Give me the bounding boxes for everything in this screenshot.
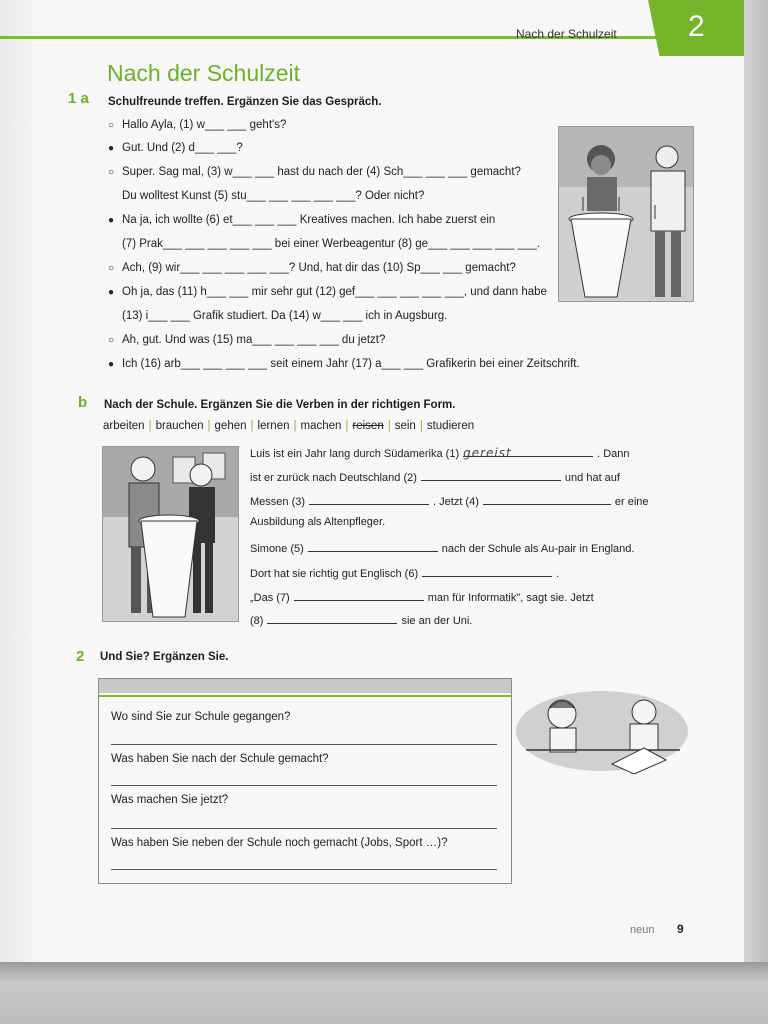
word-bank-separator: | <box>419 420 423 432</box>
dialogue-line <box>108 261 516 276</box>
dialogue-bullet: ● <box>108 287 115 298</box>
dialogue-text: (13) i___ ___ Grafik studiert. Da (14) w___ ___ ich in Augsburg. <box>122 310 448 322</box>
word-bank-item: studieren <box>426 420 475 432</box>
dialogue-bullet: ○ <box>108 167 115 178</box>
line-text: Ausbildung als Altenpfleger. <box>250 516 386 528</box>
word-bank-item: reisen <box>352 420 384 432</box>
word-bank-separator: | <box>345 420 349 432</box>
box-accent-line <box>99 695 511 697</box>
line-text: Luis ist ein Jahr lang durch Südamerika (1) <box>250 448 460 460</box>
handwritten-answer: gereist <box>463 446 512 460</box>
exercise-2-instruction: Und Sie? Ergänzen Sie. <box>100 651 229 663</box>
word-bank-separator: | <box>250 420 254 432</box>
word-bank-separator: | <box>387 420 391 432</box>
man-woman-party-illustration <box>102 446 239 622</box>
dialogue-line <box>108 333 385 348</box>
line-text: er eine <box>614 496 649 508</box>
dialogue-text: (7) Prak___ ___ ___ ___ ___ bei einer Werbeagentur (8) ge___ ___ ___ ___ ___. <box>122 238 540 250</box>
word-bank-item: arbeiten <box>103 420 145 432</box>
questions-box <box>98 678 512 884</box>
dialogue-text: Gut. Und (2) d___ ___? <box>122 142 243 154</box>
exercise-2-number: 2 <box>76 648 85 665</box>
word-bank-separator: | <box>148 420 152 432</box>
dialogue-line <box>108 213 495 228</box>
page-edge-right <box>744 0 768 962</box>
answer-blank[interactable] <box>294 590 424 601</box>
dialogue-bullet: ● <box>108 359 115 370</box>
dialogue-line <box>108 189 424 203</box>
completion-line <box>250 590 594 604</box>
line-text: . Jetzt (4) <box>433 496 479 508</box>
completion-line <box>250 446 630 460</box>
answer-blank[interactable] <box>421 470 561 481</box>
question-text: Wo sind Sie zur Schule gegangen? <box>111 711 291 723</box>
dialogue-text: Ach, (9) wir___ ___ ___ ___ ___? Und, hat dir das (10) Sp___ ___ gemacht? <box>122 262 516 274</box>
word-bank-item: lernen <box>257 420 290 432</box>
answer-blank[interactable] <box>483 494 611 505</box>
line-text: . Dann <box>597 448 630 460</box>
question-text: Was haben Sie neben der Schule noch gemacht (Jobs, Sport …)? <box>111 837 448 849</box>
line-text: Messen (3) <box>250 496 306 508</box>
completion-line <box>250 516 385 528</box>
dialogue-line <box>108 118 286 133</box>
line-text: . <box>556 568 560 580</box>
page-word: neun <box>630 924 655 936</box>
dialogue-bullet: ○ <box>108 335 115 346</box>
line-text: sie an der Uni. <box>401 615 473 627</box>
dialogue-text: Oh ja, das (11) h___ ___ mir sehr gut (12) gef___ ___ ___ ___ ___, und dann habe <box>122 286 547 298</box>
exercise-1b-letter: b <box>78 394 88 411</box>
exercise-1b-instruction: Nach der Schule. Ergänzen Sie die Verben in der richtigen Form. <box>104 399 456 411</box>
line-text: ist er zurück nach Deutschland (2) <box>250 472 417 484</box>
answer-blank[interactable] <box>422 566 552 577</box>
word-bank-item: machen <box>300 420 342 432</box>
two-people-writing-illustration <box>516 688 688 774</box>
dialogue-text: Ah, gut. Und was (15) ma___ ___ ___ ___ du jetzt? <box>122 334 386 346</box>
dialogue-text: Hallo Ayla, (1) w___ ___ geht's? <box>122 119 287 131</box>
running-header: Nach der Schulzeit <box>516 27 617 41</box>
dialogue-line <box>108 285 547 300</box>
word-bank-item: sein <box>394 420 416 432</box>
answer-blank[interactable] <box>267 613 397 624</box>
box-header-band <box>99 679 511 693</box>
dialogue-bullet: ○ <box>108 263 115 274</box>
answer-line[interactable] <box>111 785 497 786</box>
question-text: Was machen Sie jetzt? <box>111 794 229 806</box>
dialogue-line <box>108 309 447 323</box>
page-number: 9 <box>677 922 684 936</box>
answer-blank[interactable] <box>309 494 429 505</box>
dialogue-bullet: ● <box>108 143 115 154</box>
completion-line <box>250 566 559 580</box>
line-text: und hat auf <box>564 472 620 484</box>
line-text: Dort hat sie richtig gut Englisch (6) <box>250 568 419 580</box>
word-bank-item: brauchen <box>155 420 204 432</box>
completion-line <box>250 494 649 508</box>
dialogue-bullet: ● <box>108 215 115 226</box>
dialogue-text: Du wolltest Kunst (5) stu___ ___ ___ ___ ___? Oder nicht? <box>122 190 425 202</box>
chapter-number: 2 <box>688 10 705 43</box>
two-friends-toasting-illustration <box>558 126 694 302</box>
page-edge-bottom <box>0 962 768 1024</box>
dialogue-line <box>108 357 580 372</box>
dialogue-line <box>108 237 540 251</box>
dialogue-bullet: ○ <box>108 120 115 131</box>
answer-line[interactable] <box>111 744 497 745</box>
line-text: nach der Schule als Au-pair in England. <box>441 543 635 555</box>
word-bank-separator: | <box>293 420 297 432</box>
word-bank <box>103 420 474 432</box>
line-text: Simone (5) <box>250 543 304 555</box>
completion-line <box>250 613 472 627</box>
dialogue-text: Ich (16) arb___ ___ ___ ___ seit einem Jahr (17) a___ ___ Grafikerin bei einer Zeitschrift. <box>122 358 580 370</box>
dialogue-line <box>108 165 521 180</box>
word-bank-separator: | <box>207 420 211 432</box>
page-title: Nach der Schulzeit <box>107 60 301 86</box>
answer-blank[interactable] <box>308 541 438 552</box>
exercise-1a-instruction: Schulfreunde treffen. Ergänzen Sie das Gespräch. <box>108 96 382 108</box>
completion-line <box>250 541 634 555</box>
answer-blank[interactable] <box>463 446 593 460</box>
answer-line[interactable] <box>111 828 497 829</box>
exercise-1a-number: 1 a <box>68 90 89 107</box>
dialogue-line <box>108 141 243 156</box>
line-text: (8) <box>250 615 264 627</box>
line-text: man für Informatik", sagt sie. Jetzt <box>427 592 594 604</box>
answer-line[interactable] <box>111 869 497 870</box>
completion-line <box>250 470 620 484</box>
dialogue-text: Na ja, ich wollte (6) et___ ___ ___ Kreatives machen. Ich habe zuerst ein <box>122 214 496 226</box>
question-text: Was haben Sie nach der Schule gemacht? <box>111 753 329 765</box>
line-text: „Das (7) <box>250 592 290 604</box>
dialogue-text: Super. Sag mal, (3) w___ ___ hast du nach der (4) Sch___ ___ ___ gemacht? <box>122 166 521 178</box>
word-bank-item: gehen <box>214 420 247 432</box>
